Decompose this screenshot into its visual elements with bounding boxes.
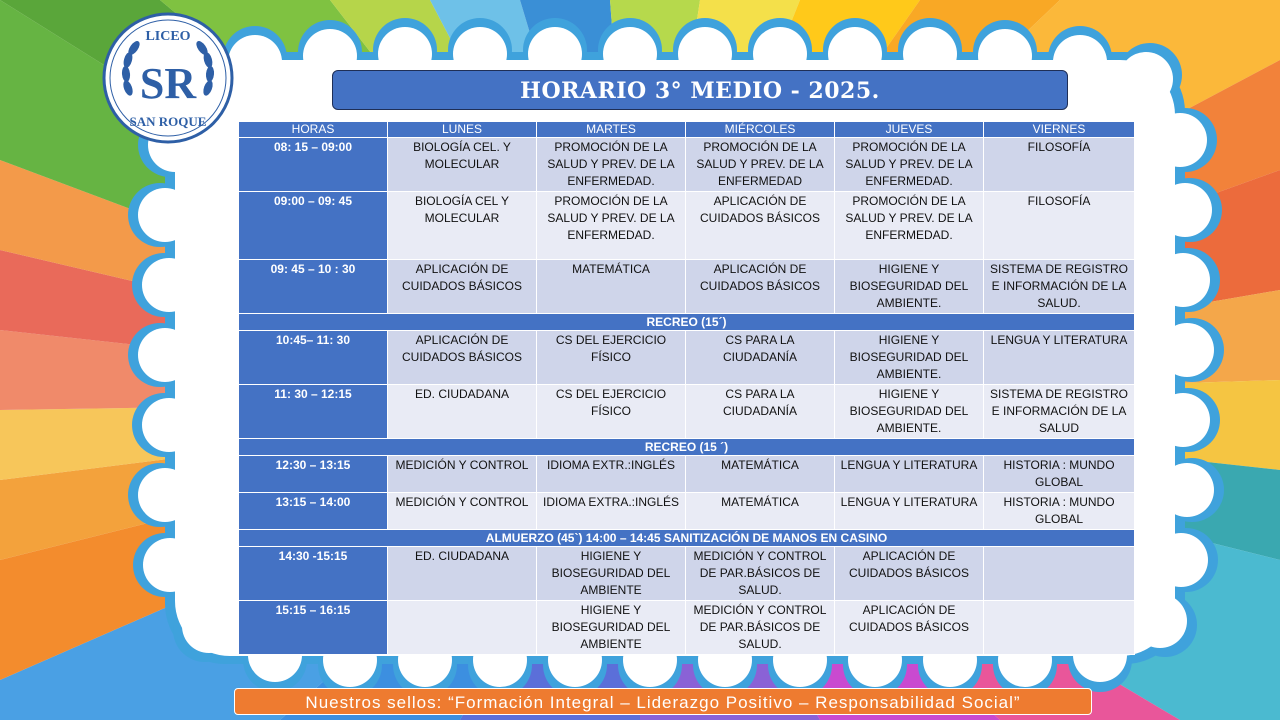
break-label: ALMUERZO (45`) 14:00 – 14:45 SANITIZACIÓN DE MANOS EN CASINO (239, 530, 1135, 547)
table-row (239, 385, 1135, 439)
table-row (239, 331, 1135, 385)
header-hours: HORAS (239, 122, 388, 138)
time-slot: 10:45– 11: 30 (239, 331, 388, 385)
class-cell: MEDICIÓN Y CONTROL DE PAR.BÁSICOS DE SALUD. (686, 547, 835, 601)
class-cell: APLICACIÓN DE CUIDADOS BÁSICOS (388, 260, 537, 314)
header-thursday: JUEVES (835, 122, 984, 138)
class-cell: BIOLOGÍA CEL Y MOLECULAR (388, 192, 537, 260)
header-row (239, 122, 1135, 138)
break-row (239, 314, 1135, 331)
class-cell: APLICACIÓN DE CUIDADOS BÁSICOS (388, 331, 537, 385)
class-cell: HIGIENE Y BIOSEGURIDAD DEL AMBIENTE. (835, 260, 984, 314)
class-cell: ED. CIUDADANA (388, 547, 537, 601)
break-row (239, 530, 1135, 547)
table-row (239, 456, 1135, 493)
table-row (239, 260, 1135, 314)
class-cell: HISTORIA : MUNDO GLOBAL (984, 493, 1135, 530)
time-slot: 12:30 – 13:15 (239, 456, 388, 493)
logo-monogram: SR (139, 59, 197, 108)
class-cell: IDIOMA EXTR.:INGLÉS (537, 456, 686, 493)
class-cell: CS DEL EJERCICIO FÍSICO (537, 331, 686, 385)
class-cell: MATEMÁTICA (686, 456, 835, 493)
class-cell: ED. CIUDADANA (388, 385, 537, 439)
class-cell: APLICACIÓN DE CUIDADOS BÁSICOS (835, 547, 984, 601)
class-cell: CS PARA LA CIUDADANÍA (686, 385, 835, 439)
table-row (239, 192, 1135, 260)
class-cell: LENGUA Y LITERATURA (835, 456, 984, 493)
class-cell: APLICACIÓN DE CUIDADOS BÁSICOS (686, 192, 835, 260)
class-cell: HIGIENE Y BIOSEGURIDAD DEL AMBIENTE. (835, 331, 984, 385)
break-row (239, 439, 1135, 456)
header-tuesday: MARTES (537, 122, 686, 138)
header-wednesday: MIÉRCOLES (686, 122, 835, 138)
table-row (239, 547, 1135, 601)
class-cell: MATEMÁTICA (686, 493, 835, 530)
class-cell: HIGIENE Y BIOSEGURIDAD DEL AMBIENTE (537, 547, 686, 601)
class-cell: LENGUA Y LITERATURA (984, 331, 1135, 385)
school-logo (102, 12, 234, 144)
class-cell: BIOLOGÍA CEL. Y MOLECULAR (388, 138, 537, 192)
time-slot: 09:00 – 09: 45 (239, 192, 388, 260)
time-slot: 08: 15 – 09:00 (239, 138, 388, 192)
class-cell: IDIOMA EXTRA.:INGLÉS (537, 493, 686, 530)
class-cell: PROMOCIÓN DE LA SALUD Y PREV. DE LA ENFERMEDAD. (835, 192, 984, 260)
class-cell: MATEMÁTICA (537, 260, 686, 314)
footer-banner: Nuestros sellos: “Formación Integral – Liderazgo Positivo – Responsabilidad Social” (234, 688, 1092, 715)
page-title: HORARIO 3° MEDIO - 2025. (332, 70, 1068, 110)
class-cell: PROMOCIÓN DE LA SALUD Y PREV. DE LA ENFERMEDAD. (537, 192, 686, 260)
class-cell: SISTEMA DE REGISTRO E INFORMACIÓN DE LA SALUD. (984, 260, 1135, 314)
class-cell: FILOSOFÍA (984, 138, 1135, 192)
break-label: RECREO (15 ´) (239, 439, 1135, 456)
class-cell: PROMOCIÓN DE LA SALUD Y PREV. DE LA ENFERMEDAD. (835, 138, 984, 192)
class-cell (388, 601, 537, 655)
header-monday: LUNES (388, 122, 537, 138)
time-slot: 11: 30 – 12:15 (239, 385, 388, 439)
class-cell: PROMOCIÓN DE LA SALUD Y PREV. DE LA ENFERMEDAD (686, 138, 835, 192)
class-cell: APLICACIÓN DE CUIDADOS BÁSICOS (835, 601, 984, 655)
class-cell: HISTORIA : MUNDO GLOBAL (984, 456, 1135, 493)
class-cell: CS DEL EJERCICIO FÍSICO (537, 385, 686, 439)
class-cell: HIGIENE Y BIOSEGURIDAD DEL AMBIENTE. (835, 385, 984, 439)
class-cell: FILOSOFÍA (984, 192, 1135, 260)
header-friday: VIERNES (984, 122, 1135, 138)
class-cell (984, 547, 1135, 601)
logo-bottom-text: SAN ROQUE (129, 114, 207, 129)
time-slot: 15:15 – 16:15 (239, 601, 388, 655)
table-row (239, 601, 1135, 655)
class-cell: MEDICIÓN Y CONTROL (388, 493, 537, 530)
logo-top-text: LICEO (145, 29, 191, 44)
schedule-table (238, 121, 1135, 655)
class-cell (984, 601, 1135, 655)
class-cell: CS PARA LA CIUDADANÍA (686, 331, 835, 385)
table-row (239, 493, 1135, 530)
class-cell: PROMOCIÓN DE LA SALUD Y PREV. DE LA ENFERMEDAD. (537, 138, 686, 192)
class-cell: HIGIENE Y BIOSEGURIDAD DEL AMBIENTE (537, 601, 686, 655)
time-slot: 13:15 – 14:00 (239, 493, 388, 530)
class-cell: MEDICIÓN Y CONTROL (388, 456, 537, 493)
class-cell: MEDICIÓN Y CONTROL DE PAR.BÁSICOS DE SALUD. (686, 601, 835, 655)
class-cell: SISTEMA DE REGISTRO E INFORMACIÓN DE LA SALUD (984, 385, 1135, 439)
time-slot: 09: 45 – 10 : 30 (239, 260, 388, 314)
class-cell: LENGUA Y LITERATURA (835, 493, 984, 530)
class-cell: APLICACIÓN DE CUIDADOS BÁSICOS (686, 260, 835, 314)
break-label: RECREO (15´) (239, 314, 1135, 331)
table-row (239, 138, 1135, 192)
time-slot: 14:30 -15:15 (239, 547, 388, 601)
